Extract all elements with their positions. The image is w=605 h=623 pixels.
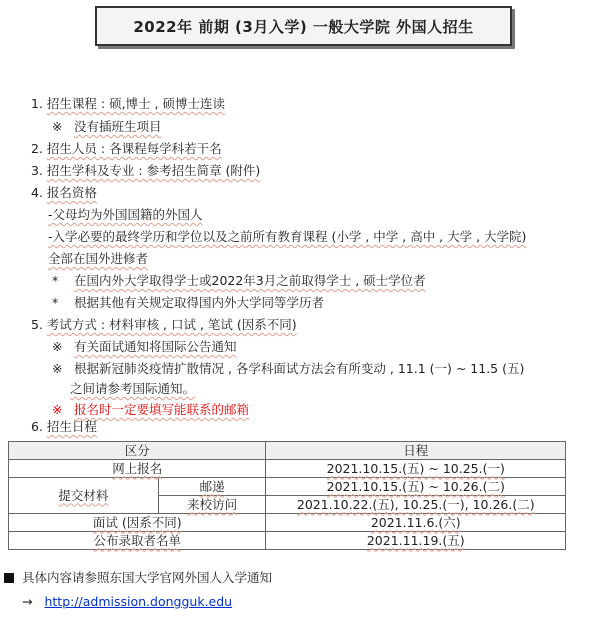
row-date: 2021.10.15.(五) ~ 10.26.(二)	[266, 478, 566, 496]
item-5	[31, 317, 297, 333]
table-row	[9, 514, 566, 532]
item-number: 1.	[31, 96, 43, 111]
item-4	[31, 185, 97, 201]
header-date: 日程	[266, 442, 566, 460]
item-text: 招生学科及专业 : 参考招生简章 (附件)	[46, 163, 261, 178]
table-row	[9, 478, 566, 496]
item-text: 考试方式 : 材料审核 , 口试 , 笔试 (因系不同)	[46, 317, 297, 332]
item-number: 3.	[31, 163, 43, 178]
qualification-bullet-1: * 在国内外大学取得学士或2022年3月之前取得学士 , 硕士学位者	[52, 273, 426, 288]
admission-link[interactable]: http://admission.dongguk.edu	[44, 594, 233, 609]
square-bullet-icon	[4, 573, 14, 583]
note-mark: ※	[52, 339, 63, 354]
table-row	[9, 460, 566, 478]
item-number: 2.	[31, 141, 43, 156]
schedule-table	[8, 441, 566, 550]
row-date: 2021.10.22.(五), 10.25.(一), 10.26.(二)	[266, 496, 566, 514]
footer-text: 具体内容请参照东国大学官网外国人入学通知	[22, 570, 273, 585]
item-text: 报名资格	[46, 185, 97, 200]
item-2	[31, 141, 222, 157]
item-1-note	[52, 119, 162, 135]
exam-note-2-continued: 之间请参考国际通知。	[70, 381, 196, 396]
row-date: 2021.11.19.(五)	[266, 532, 566, 550]
qualification-line-2: -入学必要的最终学历和学位以及之前所有教育课程 (小学 , 中学 , 高中 , 大学 , 大学院)	[48, 229, 527, 244]
note-mark: ※	[52, 402, 63, 417]
item-6	[31, 419, 97, 435]
item-3	[31, 163, 260, 179]
exam-note-3: ※ 报名时一定要填写能联系的邮箱	[52, 402, 249, 417]
table-header-row	[9, 442, 566, 460]
row-label: 公布录取者名单	[9, 532, 266, 550]
item-number: 5.	[31, 317, 43, 332]
row-label: 面试 (因系不同)	[9, 514, 266, 532]
row-label: 网上报名	[9, 460, 266, 478]
item-number: 6.	[31, 419, 43, 434]
item-text: 招生人员 : 各课程每学科若干名	[46, 141, 222, 156]
row-date: 2021.11.6.(六)	[266, 514, 566, 532]
item-1	[31, 96, 225, 112]
item-text: 招生课程 : 硕,博士 , 硕博士连读	[46, 96, 225, 111]
qualification-line-3: 全部在国外进修者	[48, 251, 149, 266]
arrow-icon: →	[22, 594, 33, 609]
exam-note-1: ※ 有关面试通知将国际公告通知	[52, 339, 237, 354]
bullet-mark: *	[52, 295, 59, 310]
item-number: 4.	[31, 185, 43, 200]
row-sublabel: 来校访问	[158, 496, 266, 514]
note-text: 没有插班生项目	[73, 119, 162, 134]
note-mark: ※	[52, 361, 63, 376]
note-mark: ※	[52, 119, 63, 134]
table-row	[9, 532, 566, 550]
qualification-line-1: -父母均为外国国籍的外国人	[48, 207, 203, 222]
footer-link-line	[22, 594, 232, 610]
row-label: 提交材料	[9, 478, 159, 514]
exam-note-2: ※ 根据新冠肺炎疫情扩散情况 , 各学科面试方法会有所变动 , 11.1 (一) ~ 11.5 (五)	[52, 361, 525, 376]
row-sublabel: 邮递	[158, 478, 266, 496]
bullet-mark: *	[52, 273, 59, 288]
item-text: 招生日程	[46, 419, 97, 434]
page-title-text: 2022年 前期 (3月入学) 一般大学院 外国人招生	[133, 17, 474, 36]
header-area: 区分	[9, 442, 266, 460]
row-date: 2021.10.15.(五) ~ 10.25.(一)	[266, 460, 566, 478]
page-title	[95, 6, 512, 46]
qualification-bullet-2: * 根据其他有关规定取得国内外大学同等学历者	[52, 295, 324, 310]
